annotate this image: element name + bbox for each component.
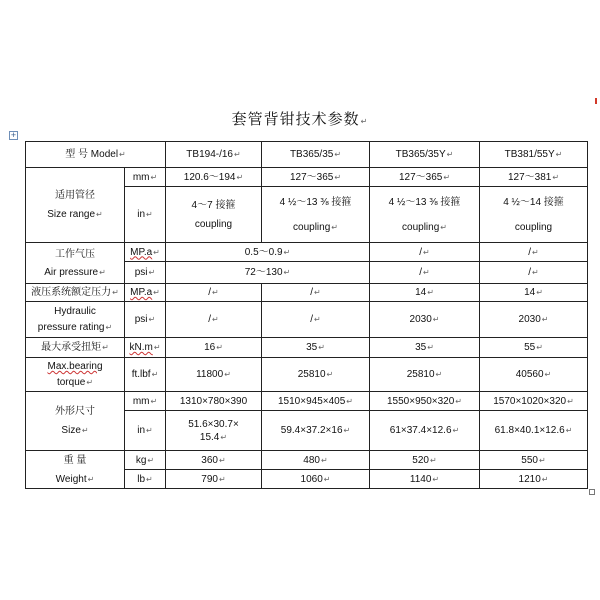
unit-cell: lb↵ [125,470,166,489]
value-cell: /↵ [262,284,370,302]
value-cell: 790↵ [166,470,262,489]
value-cell: 1210↵ [480,470,588,489]
value-cell: 16↵ [166,338,262,358]
value-cell: 1060↵ [262,470,370,489]
value-cell: 0.5～0.9↵ [166,243,370,262]
table-row-header [26,142,588,168]
value-cell: 520↵ [370,451,480,470]
value-cell: /↵ [480,243,588,262]
value-cell: /↵ [370,243,480,262]
value-cell: 72～130↵ [166,262,370,284]
value-cell: 4 ½～13 ⅜ 接箍 coupling↵ [370,187,480,243]
model-label-cell: 型 号 Model↵ [26,142,166,168]
hydraulic-label-en: Hydraulic pressure rating↵ [26,302,125,338]
value-cell: 1570×1020×320↵ [480,392,588,411]
model-cell: TB365/35↵ [262,142,370,168]
table-end-marker [589,489,595,495]
value-cell: 120.6～194↵ [166,168,262,187]
unit-cell: mm↵ [125,392,166,411]
value-cell: 4 ½～13 ⅜ 接箍 coupling↵ [262,187,370,243]
value-cell: /↵ [166,302,262,338]
table-row-size-mm [26,392,588,411]
table-row-hydraulic-psi [26,302,588,338]
value-cell: 14↵ [480,284,588,302]
value-cell: 51.6×30.7× 15.4↵ [166,411,262,451]
value-cell: /↵ [370,262,480,284]
size-range-label: 适用管径 Size range↵ [26,168,125,243]
torque-label-cn: 最大承受扭矩↵ [26,338,125,358]
spec-table [25,141,588,489]
value-cell: 2030↵ [480,302,588,338]
value-cell: 55↵ [480,338,588,358]
table-row-hydraulic-mpa [26,284,588,302]
value-cell: 61×37.4×12.6↵ [370,411,480,451]
value-cell: 14↵ [370,284,480,302]
value-cell: 35↵ [370,338,480,358]
unit-cell: psi↵ [125,262,166,284]
value-cell: 1140↵ [370,470,480,489]
model-cell: TB365/35Y↵ [370,142,480,168]
value-cell: 1510×945×405↵ [262,392,370,411]
value-cell: 550↵ [480,451,588,470]
table-row-torque-ftlbf [26,358,588,392]
value-cell: 127～365↵ [370,168,480,187]
air-pressure-label: 工作气压 Air pressure↵ [26,243,125,284]
size-label: 外形尺寸 Size↵ [26,392,125,451]
unit-cell: MP.a↵ [125,284,166,302]
value-cell: 4～7 接箍 coupling [166,187,262,243]
page-title: 套管背钳技术参数↵ [231,111,369,128]
value-cell: 127～365↵ [262,168,370,187]
value-cell: 2030↵ [370,302,480,338]
table-row-torque-knm [26,338,588,358]
model-cell: TB194-/16↵ [166,142,262,168]
table-row-size-range-mm [26,168,588,187]
value-cell: 1310×780×390 [166,392,262,411]
value-cell: 360↵ [166,451,262,470]
value-cell: 480↵ [262,451,370,470]
value-cell: 61.8×40.1×12.6↵ [480,411,588,451]
value-cell: /↵ [166,284,262,302]
torque-label-en: Max.bearing torque↵ [26,358,125,392]
hydraulic-label-cn: 液压系统额定压力↵ [26,284,125,302]
value-cell: 40560↵ [480,358,588,392]
unit-cell: in↵ [125,411,166,451]
unit-cell: mm↵ [125,168,166,187]
move-anchor-icon[interactable]: + [10,130,17,140]
value-cell: 4 ½～14 接箍 coupling [480,187,588,243]
return-arrow-icon: ↵ [360,117,369,126]
unit-cell: kg↵ [125,451,166,470]
table-row-air-mpa [26,243,588,262]
value-cell: 35↵ [262,338,370,358]
value-cell: 59.4×37.2×16↵ [262,411,370,451]
unit-cell: kN.m↵ [125,338,166,358]
value-cell: 1550×950×320↵ [370,392,480,411]
weight-label: 重 量 Weight↵ [26,451,125,489]
unit-cell: in↵ [125,187,166,243]
red-cursor-mark [595,98,597,104]
value-cell: 25810↵ [370,358,480,392]
unit-cell: psi↵ [125,302,166,338]
value-cell: 127～381↵ [480,168,588,187]
model-cell: TB381/55Y↵ [480,142,588,168]
table-row-weight-kg [26,451,588,470]
unit-cell: MP.a↵ [125,243,166,262]
unit-cell: ft.lbf↵ [125,358,166,392]
value-cell: 11800↵ [166,358,262,392]
value-cell: 25810↵ [262,358,370,392]
value-cell: /↵ [480,262,588,284]
value-cell: /↵ [262,302,370,338]
